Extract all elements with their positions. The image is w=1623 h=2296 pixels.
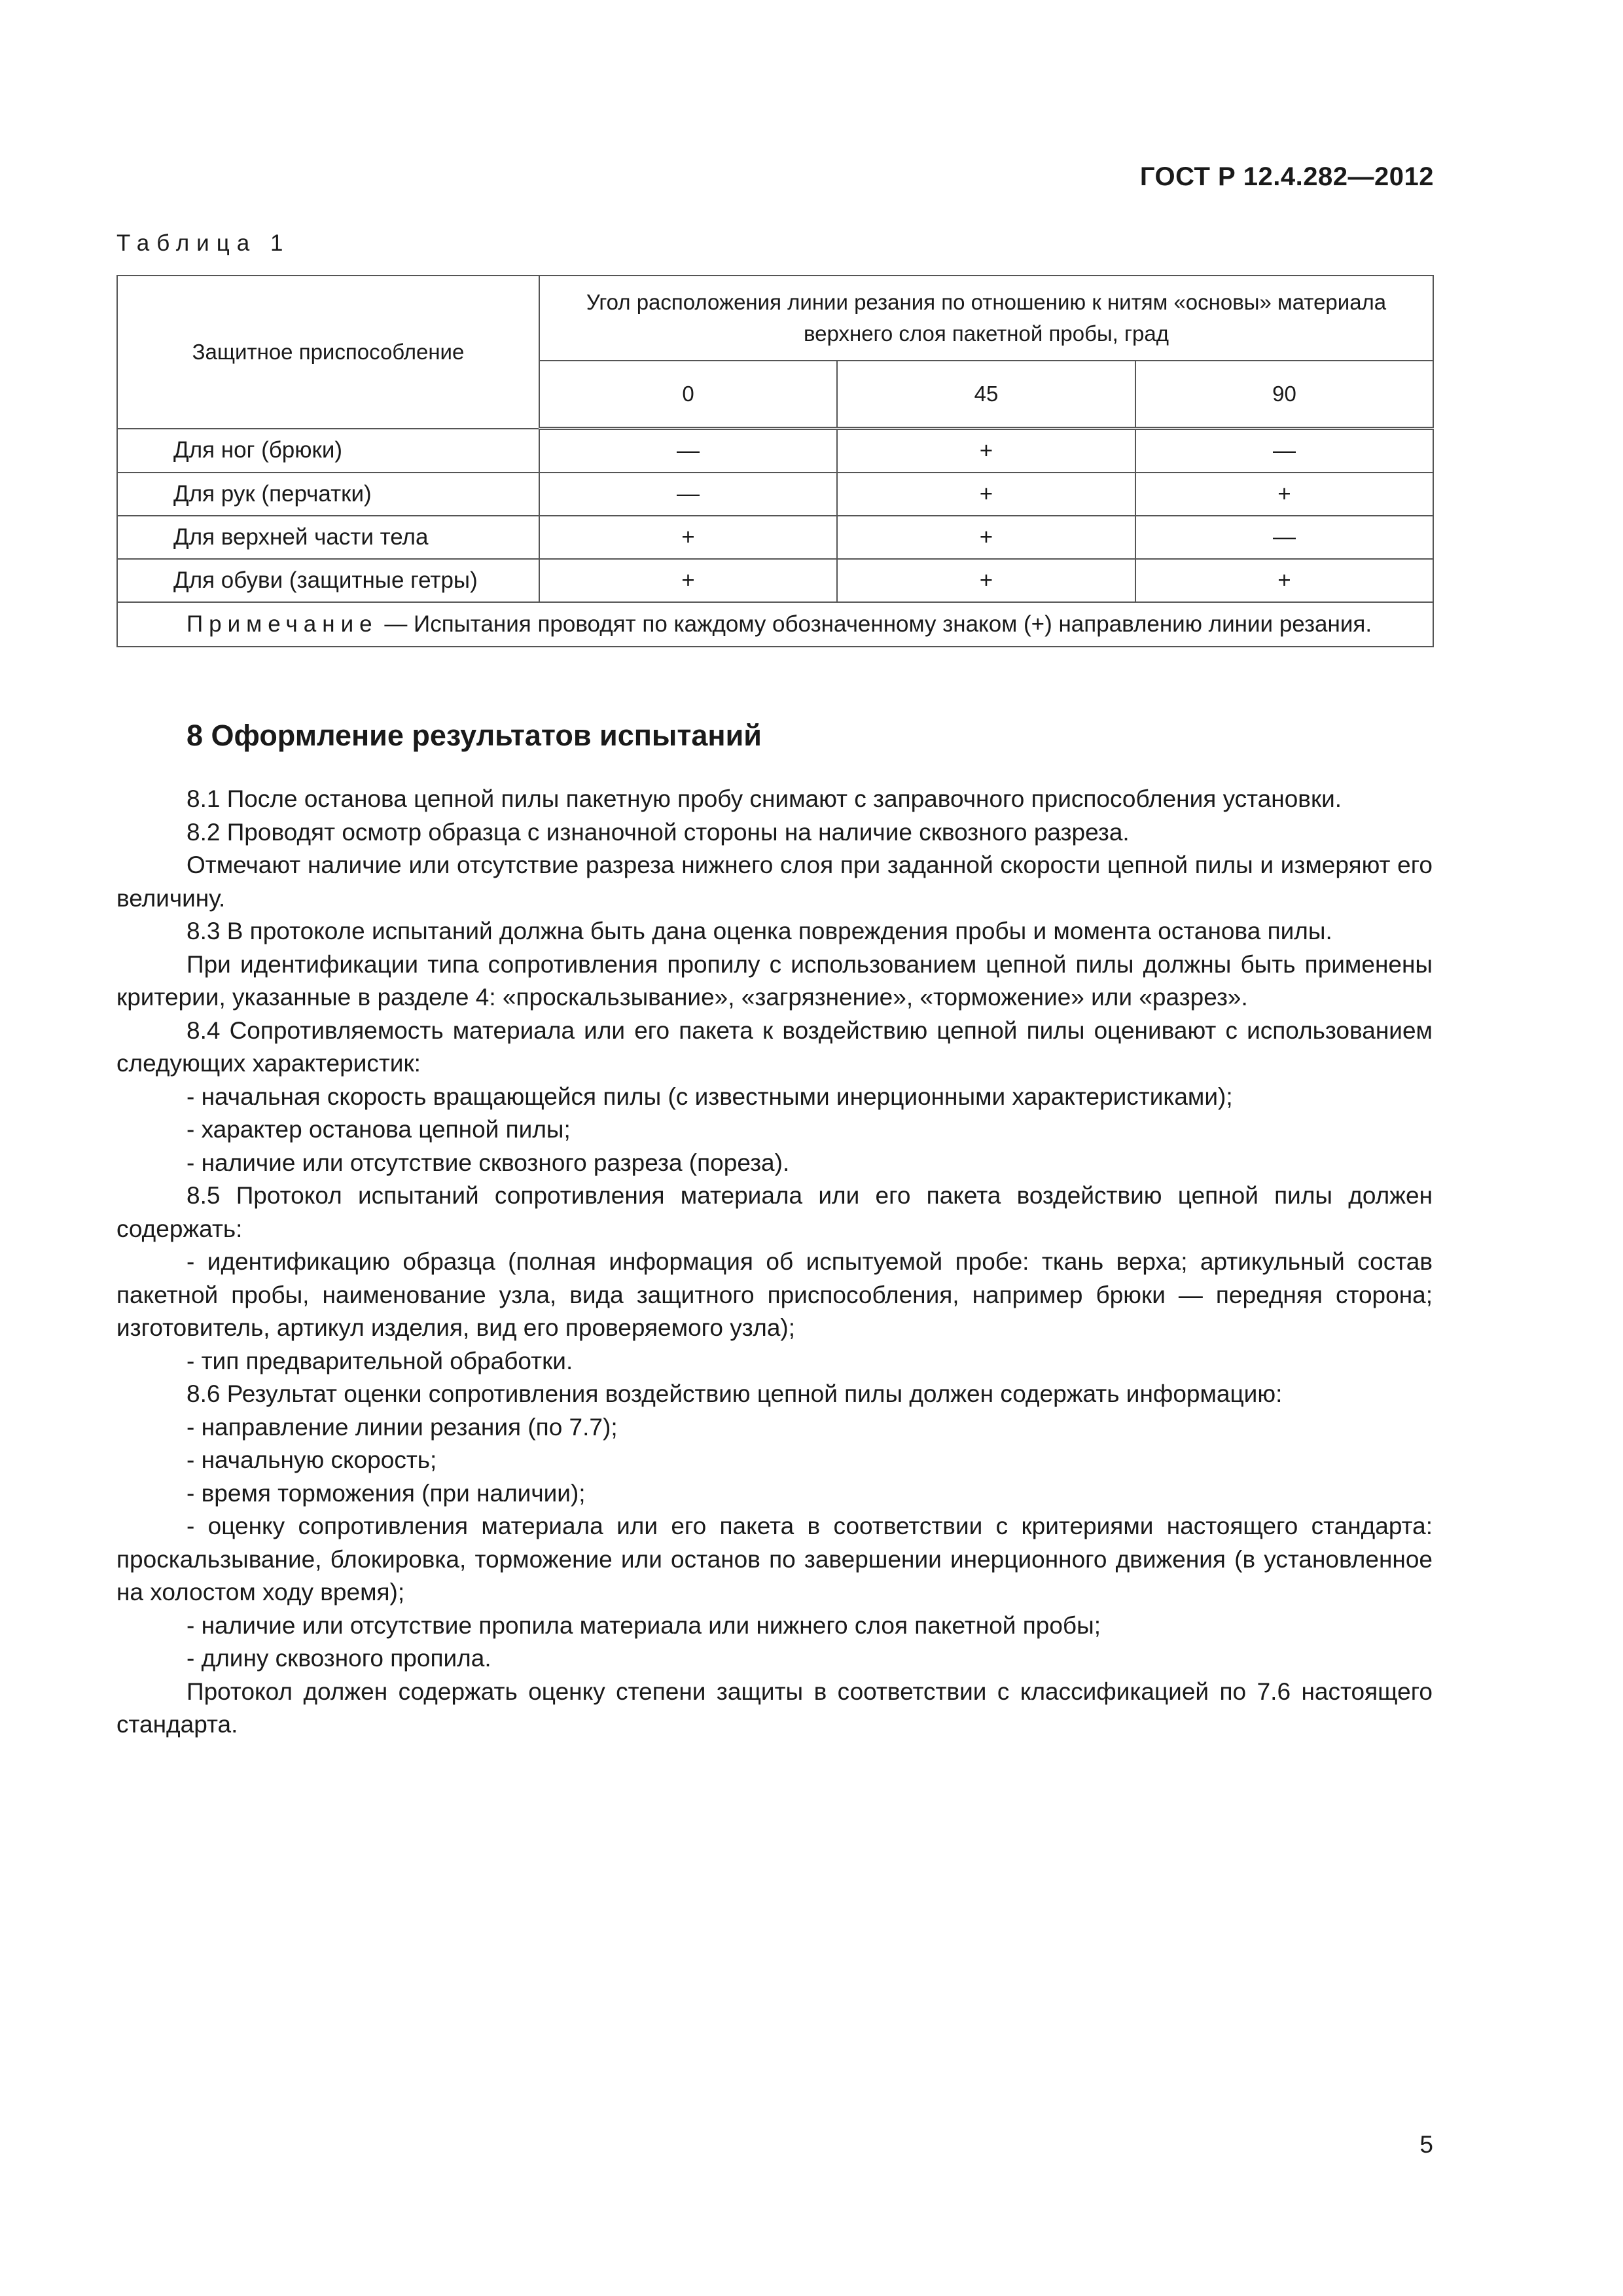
list-item: - начальная скорость вращающейся пилы (с известными инерционными характеристиками);	[187, 1083, 1233, 1110]
row-label: Для ног (брюки)	[117, 429, 539, 473]
note-text: — Испытания проводят по каждому обозначенному знаком (+) направлению линии резания.	[378, 611, 1372, 637]
table-cell: —	[1135, 429, 1433, 473]
table-cell: +	[837, 559, 1135, 602]
table-cell: +	[1135, 473, 1433, 516]
list-item: - начальную скорость;	[187, 1446, 437, 1473]
paragraph: Протокол должен содержать оценку степени защиты в соответствии с классификацией по 7.6 настоящего стандарта.	[116, 1677, 1433, 1738]
list-item: - направление линии резания (по 7.7);	[187, 1413, 618, 1441]
note-label: Примечание	[187, 611, 378, 637]
list-item: - тип предварительной обработки.	[187, 1347, 573, 1374]
paragraph: 8.1 После останова цепной пилы пакетную пробу снимают с заправочного приспособления установки.	[187, 785, 1342, 812]
paragraph: При идентификации типа сопротивления пропилу с использованием цепной пилы должны быть применены критерии, указанные в разделе 4: «проскальзывание», «загрязнение», «торможение» или «разрез».	[116, 950, 1433, 1011]
angle-header-45: 45	[837, 361, 1135, 429]
table-cell: +	[837, 516, 1135, 559]
list-item: - время торможения (при наличии);	[187, 1479, 586, 1507]
table-cell: —	[539, 429, 837, 473]
paragraph: 8.5 Протокол испытаний сопротивления материала или его пакета воздействию цепной пилы должен содержать:	[116, 1182, 1433, 1242]
paragraph: Отмечают наличие или отсутствие разреза нижнего слоя при заданной скорости цепной пилы и измеряют его величину.	[116, 852, 1433, 912]
angle-header-0: 0	[539, 361, 837, 429]
list-item: - наличие или отсутствие пропила материала или нижнего слоя пакетной пробы;	[187, 1611, 1101, 1639]
paragraph: 8.3 В протоколе испытаний должна быть дана оценка повреждения пробы и момента останова пилы.	[187, 918, 1332, 944]
row-label: Для верхней части тела	[117, 516, 539, 559]
table-note	[117, 602, 1433, 647]
column-header-angle: Угол расположения линии резания по отношению к нитям «основы» материала верхнего слоя пакетной пробы, град	[539, 276, 1433, 361]
list-item: - наличие или отсутствие сквозного разреза (пореза).	[187, 1149, 790, 1176]
results-table	[116, 275, 1434, 647]
table-cell: —	[1135, 516, 1433, 559]
table-row	[117, 473, 1433, 516]
paragraph: 8.2 Проводят осмотр образца с изнаночной стороны на наличие сквозного разреза.	[187, 818, 1130, 846]
table-cell: +	[539, 559, 837, 602]
table-row	[117, 559, 1433, 602]
table-cell: —	[539, 473, 837, 516]
column-header-device: Защитное приспособление	[117, 276, 539, 429]
paragraph: 8.4 Сопротивляемость материала или его пакета к воздействию цепной пилы оценивают с использованием следующих характеристик:	[116, 1016, 1433, 1077]
table-cell: +	[1135, 559, 1433, 602]
table-row	[117, 516, 1433, 559]
row-label: Для рук (перчатки)	[117, 473, 539, 516]
page-number: 5	[1419, 2131, 1433, 2158]
list-item: - идентификацию образца (полная информация об испытуемой пробе: ткань верха; артикульный состав пакетной пробы, наименование узла, вида защитного приспособления, например брюки — передняя сторона; изготовитель, артикул изделия, вид его проверяемого узла);	[116, 1248, 1433, 1341]
table-cell: +	[539, 516, 837, 559]
table-cell: +	[837, 473, 1135, 516]
row-label: Для обуви (защитные гетры)	[117, 559, 539, 602]
document-code: ГОСТ Р 12.4.282—2012	[1139, 162, 1434, 191]
table-caption: Таблица 1	[116, 230, 291, 256]
paragraph: 8.6 Результат оценки сопротивления воздействию цепной пилы должен содержать информацию:	[187, 1380, 1283, 1407]
list-item: - оценку сопротивления материала или его пакета в соответствии с критериями настоящего стандарта: проскальзывание, блокировка, торможение или останов по завершении инерционного движения (в установленное на холостом ходу время);	[116, 1513, 1433, 1605]
list-item: - длину сквозного пропила.	[187, 1645, 491, 1672]
table-cell: +	[837, 429, 1135, 473]
table-row	[117, 429, 1433, 473]
section-title: 8 Оформление результатов испытаний	[187, 719, 762, 752]
list-item: - характер останова цепной пилы;	[187, 1116, 571, 1143]
section-body	[116, 783, 1433, 1742]
angle-header-90: 90	[1135, 361, 1433, 429]
